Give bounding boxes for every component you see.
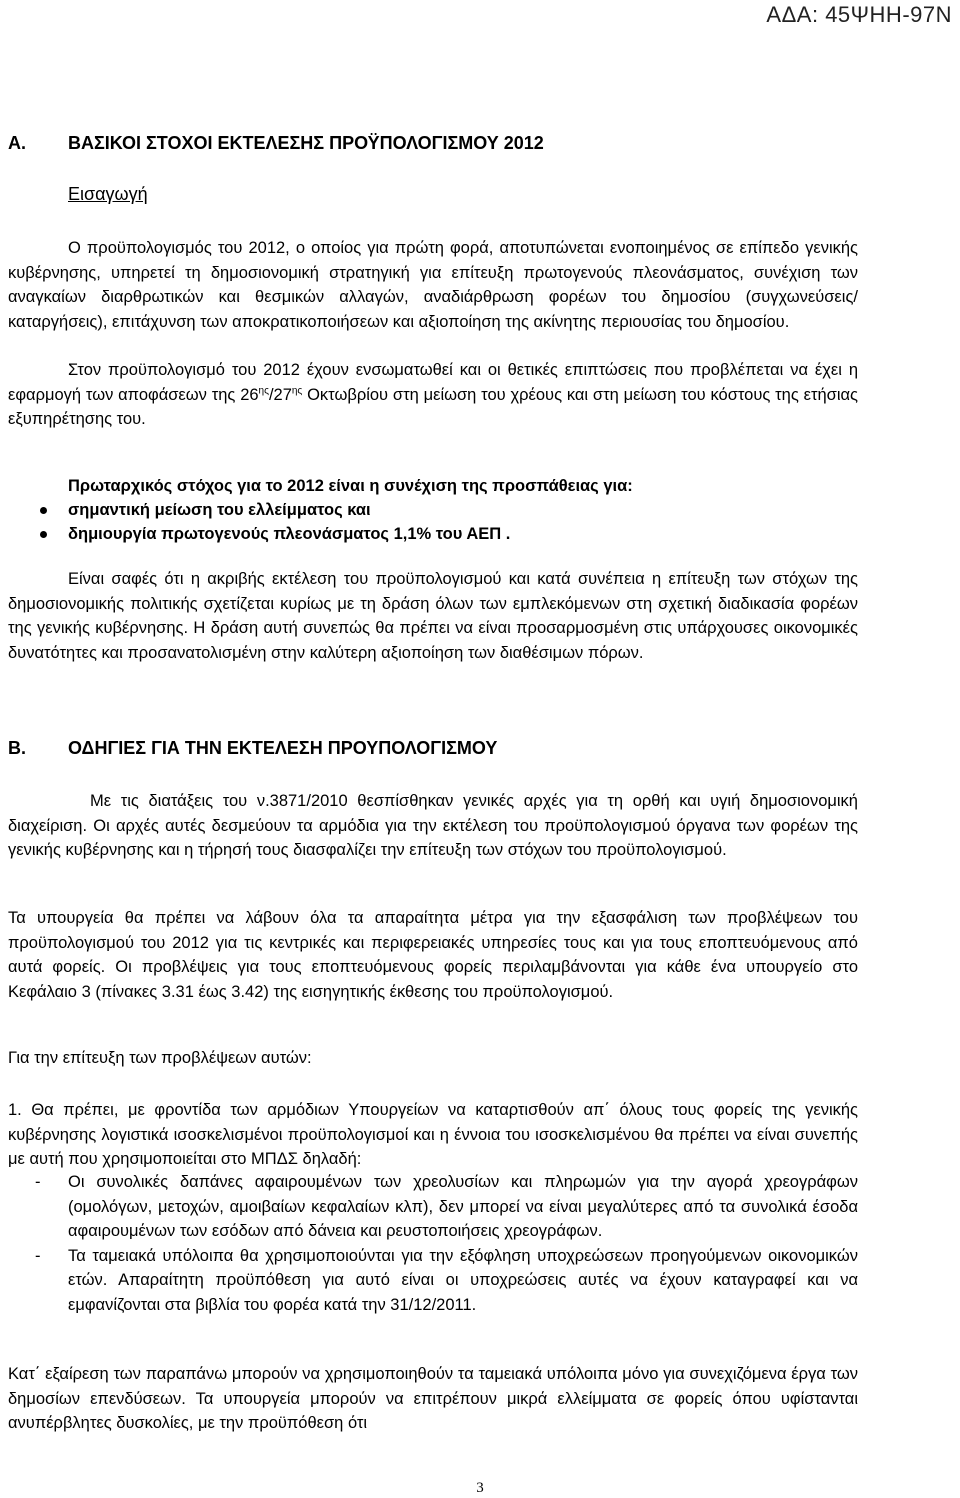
goal-bullet-1-text: σημαντική μείωση του ελλείμματος και bbox=[68, 501, 371, 519]
goal-bullet-2 bbox=[8, 522, 858, 546]
section-b-paragraph-2: Τα υπουργεία θα πρέπει να λάβουν όλα τα απαραίτητα μέτρα για την εξασφάλιση των προβλέψεων του προϋπολογισμού του 2012 για τις κεντρικές και περιφερειακές υπηρεσίες τους και για τους εποπτευόμενους από αυτά φορείς. Οι προβλέψεις για τους εποπτευόμενους φορείς περιλαμβάνονται για κάθε ένα υπουργείο στο Κεφάλαιο 3 (πίνακες 3.31 έως 3.42) της εισηγητικής έκθεσης του προϋπολογισμού. bbox=[8, 909, 858, 1001]
section-b-paragraph-4: 1. Θα πρέπει, με φροντίδα των αρμόδιων Υπουργείων να καταρτισθούν απ΄ όλους τους φορείς της γενικής κυβέρνησης λογιστικά ισοσκελισμένοι προϋπολογισμοί και η έννοια του ισοσκελισμένου θα πρέπει να είναι συνεπής με αυτή που χρησιμοποιείται στο ΜΠΔΣ δηλαδή: bbox=[8, 1101, 858, 1168]
dash-item-1 bbox=[8, 1170, 858, 1244]
section-b-title: ΟΔΗΓΙΕΣ ΓΙΑ ΤΗΝ ΕΚΤΕΛΕΣΗ ΠΡΟΥΠΟΛΟΓΙΣΜΟΥ bbox=[68, 738, 498, 758]
page-number: 3 bbox=[476, 1480, 484, 1496]
para2-text-b: /27 bbox=[268, 385, 292, 404]
para2-sup-2: ης bbox=[291, 385, 303, 396]
dash-icon: - bbox=[35, 1246, 41, 1265]
dash-item-1-text: Οι συνολικές δαπάνες αφαιρουμένων των χρεολυσίων και πληρωμών για την αγορά χρεογράφων (ομολόγων, μετοχών, αμοιβαίων κεφαλαίων κλπ), δεν μπορεί να είναι μεγαλύτερες από τα συνολικά έσοδα αφαιρουμένων των εσόδων από δάνεια και ρευστοποιήσεις χρεογράφων. bbox=[68, 1173, 858, 1240]
bullet-icon bbox=[40, 531, 47, 538]
goal-bullet-2-text: δημιουργία πρωτογενούς πλεονάσματος 1,1% του ΑΕΠ . bbox=[68, 525, 511, 543]
section-b-paragraph-5: Κατ΄ εξαίρεση των παραπάνω μπορούν να χρησιμοποιηθούν τα ταμειακά υπόλοιπα μόνο για συνεχιζόμενα έργα των δημοσίων επενδύσεων. Τα υπουργεία μπορούν να επιτρέπουν μικρά ελλείμματα σε φορείς όπου υφίστανται ανυπέρβλητες δυσκολίες, με την προϋπόθεση ότι bbox=[8, 1365, 858, 1432]
section-b-paragraph-3: Για την επίτευξη των προβλέψεων αυτών: bbox=[8, 1049, 312, 1067]
goal-bullet-1 bbox=[8, 498, 858, 522]
section-a-paragraph-2 bbox=[8, 358, 858, 432]
bullet-icon bbox=[40, 507, 47, 514]
section-b-paragraph-1: Με τις διατάξεις του ν.3871/2010 θεσπίσθηκαν γενικές αρχές για τη ορθή και υγιή δημοσιονομική διαχείριση. Οι αρχές αυτές δεσμεύουν τα αρμόδια για την εκτέλεση του προϋπολογισμού όργανα των φορέων της γενικής κυβέρνησης και η τήρησή τους διασφαλίζει την επίτευξη των στόχων του προϋπολογισμού. bbox=[8, 792, 858, 859]
dash-item-2-text: Τα ταμειακά υπόλοιπα θα χρησιμοποιούνται για την εξόφληση υποχρεώσεων προηγούμενων οικονομικών ετών. Απαραίτητη προϋπόθεση για αυτό είναι οι υποχρεώσεις αυτές να έχουν καταγραφεί και να εμφανίζονται στα βιβλία του φορέα κατά την 31/12/2011. bbox=[68, 1246, 858, 1314]
intro-heading: Εισαγωγή bbox=[68, 184, 148, 204]
dash-icon: - bbox=[35, 1173, 41, 1191]
para2-sup-1: ης bbox=[258, 385, 269, 396]
section-a-number: Α. bbox=[8, 133, 26, 153]
section-b-number: Β. bbox=[8, 738, 26, 758]
para2-text-a: Στον προϋπολογισμό του 2012 έχουν ενσωματωθεί και οι θετικές επιπτώσεις που προβλέπεται να έχει η εφαρμογή των αποφάσεων της 26 bbox=[8, 361, 858, 404]
dash-item-2 bbox=[8, 1244, 858, 1318]
section-a-paragraph-3: Είναι σαφές ότι η ακριβής εκτέλεση του προϋπολογισμού και κατά συνέπεια η επίτευξη των στόχων της δημοσιονομικής πολιτικής σχετίζεται κυρίως με τη δράση όλων των εμπλεκόμενων στη σχετική διαδικασία φορέων της γενικής κυβέρνησης. Η δράση αυτή συνεπώς θα πρέπει να είναι προσαρμοσμένη στις υπάρχουσες οικονομικές δυνατότητες και προσανατολισμένη στην καλύτερη αξιοποίηση των διαθέσιμων πόρων. bbox=[8, 570, 858, 662]
section-a-heading bbox=[8, 133, 544, 154]
dash-list bbox=[8, 1170, 858, 1317]
section-a-paragraph-1: Ο προϋπολογισμός του 2012, ο οποίος για πρώτη φορά, αποτυπώνεται ενοποιημένος σε επίπεδο γενικής κυβέρνησης, υπηρετεί τη δημοσιονομική στρατηγική για επίτευξη πρωτογενούς πλεονάσματος, συνέχιση των αναγκαίων διαρθρωτικών και θεσμικών αλλαγών, αναδιάρθρωση φορέων του δημοσίου (συγχωνεύσεις/καταργήσεις), επιτάχυνση των αποκρατικοποιήσεων και αξιοποίηση της ακίνητης περιουσίας του δημοσίου. bbox=[8, 239, 858, 331]
para2-text-c: Οκτωβρίου στη μείωση του χρέους και στη μείωση του κόστους της ετήσιας εξυπηρέτησης του. bbox=[8, 385, 858, 428]
section-a-title: ΒΑΣΙΚΟΙ ΣΤΟΧΟΙ ΕΚΤΕΛΕΣΗΣ ΠΡΟΫΠΟΛΟΓΙΣΜΟΥ 2012 bbox=[68, 133, 544, 153]
goal-heading: Πρωταρχικός στόχος για το 2012 είναι η συνέχιση της προσπάθειας για: bbox=[68, 477, 633, 495]
goal-bullet-list bbox=[8, 498, 858, 546]
ada-code: ΑΔΑ: 45ΨΗΗ-97Ν bbox=[766, 2, 952, 27]
section-b-heading bbox=[8, 738, 497, 759]
